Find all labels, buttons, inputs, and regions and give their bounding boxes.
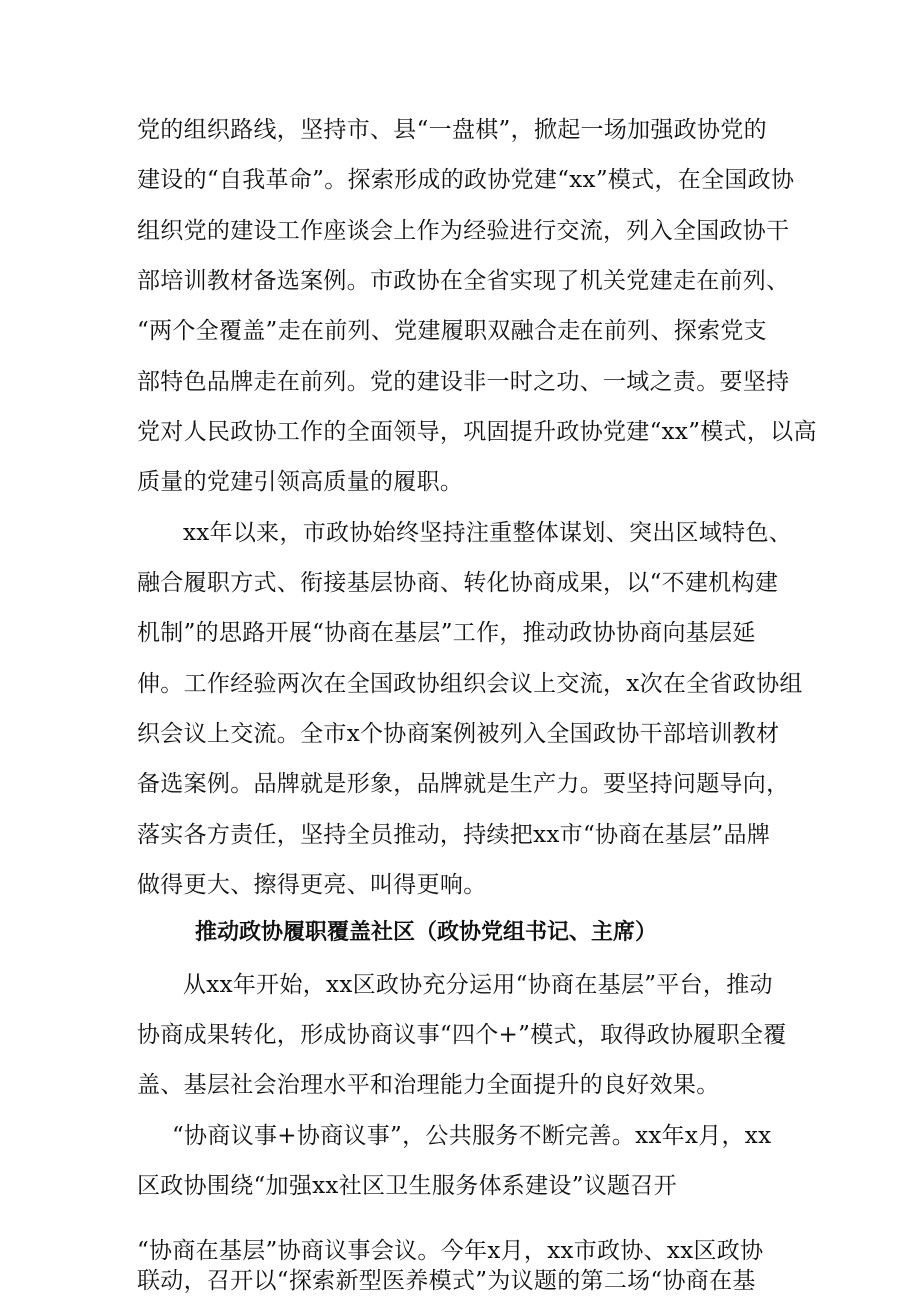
text-line: 联动，召开以“探索新型医养模式”为议题的第二场“协商在基 bbox=[137, 1268, 756, 1294]
text-line: 党对人民政协工作的全面领导，巩固提升政协党建“xx”模式，以高 bbox=[137, 419, 817, 445]
text-line: 部特色品牌走在前列。党的建设非一时之功、一域之责。要坚持 bbox=[137, 369, 790, 395]
text-line: 融合履职方式、衔接基层协商、转化协商成果，以“不建机构建 bbox=[137, 570, 779, 596]
text-line: “两个全覆盖”走在前列、党建履职双融合走在前列、探索党支 bbox=[137, 318, 767, 344]
text-line: 党的组织路线，坚持市、县“一盘棋”，掀起一场加强政协党的 bbox=[137, 117, 767, 143]
text-line: “协商在基层”协商议事会议。今年x月，xx市政协、xx区政协 bbox=[137, 1238, 764, 1264]
text-line: 机制”的思路开展“协商在基层”工作，推动政协协商向基层延 bbox=[137, 620, 756, 646]
text-line: 做得更大、擦得更亮、叫得更响。 bbox=[137, 872, 487, 898]
text-line: 备选案例。品牌就是形象，品牌就是生产力。要坚持问题导向， bbox=[137, 771, 790, 797]
section-heading: 推动政协履职覆盖社区（政协党组书记、主席） bbox=[195, 920, 658, 945]
text-line: 部培训教材备选案例。市政协在全省实现了机关党建走在前列、 bbox=[137, 268, 790, 294]
text-line: 区政协围绕“加强xx社区卫生服务体系建设”议题召开 bbox=[137, 1173, 677, 1199]
text-line: 质量的党建引领高质量的履职。 bbox=[137, 469, 464, 495]
text-line: xx年以来，市政协始终坚持注重整体谋划、突出区域特色、 bbox=[183, 520, 793, 546]
text-line: 落实各方责任，坚持全员推动，持续把xx市“协商在基层”品牌 bbox=[137, 822, 771, 848]
text-line: “协商议事+协商议事”，公共服务不断完善。xx年x月，xx bbox=[172, 1123, 772, 1149]
text-line: 织会议上交流。全市x个协商案例被列入全国政协干部培训教材 bbox=[137, 721, 780, 747]
text-line: 协商成果转化，形成协商议事“四个+”模式，取得政协履职全覆 bbox=[137, 1022, 787, 1048]
text-line: 伸。工作经验两次在全国政协组织会议上交流，x次在全省政协组 bbox=[137, 671, 803, 697]
text-line: 盖、基层社会治理水平和治理能力全面提升的良好效果。 bbox=[137, 1072, 720, 1098]
text-line: 组织党的建设工作座谈会上作为经验进行交流，列入全国政协干 bbox=[137, 218, 790, 244]
text-line: 从xx年开始，xx区政协充分运用“协商在基层”平台，推动 bbox=[183, 972, 773, 998]
text-line: 建设的“自我革命”。探索形成的政协党建“xx”模式，在全国政协 bbox=[137, 167, 795, 193]
